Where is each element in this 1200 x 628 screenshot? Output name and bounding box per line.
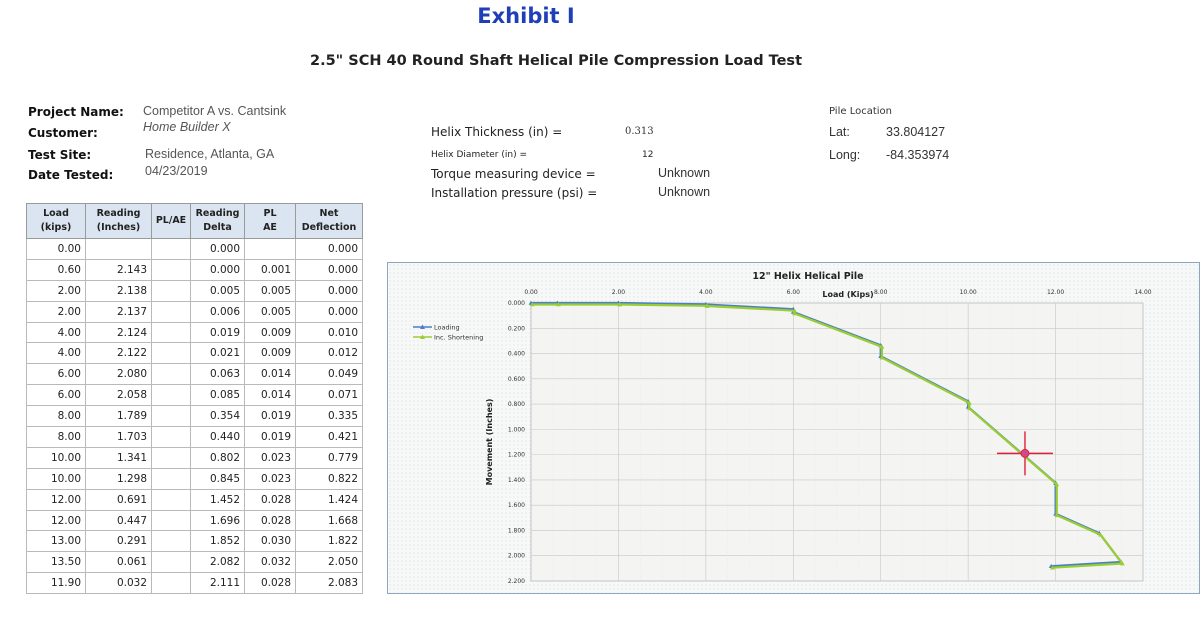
table-cell: 1.852 <box>191 531 245 552</box>
legend-label-loading: Loading <box>434 323 460 332</box>
y-tick-label: 0.600 <box>507 375 525 383</box>
table-cell <box>152 364 191 385</box>
table-cell: 0.032 <box>86 573 152 594</box>
table-cell: 2.058 <box>86 385 152 406</box>
table-cell: 0.010 <box>296 322 363 343</box>
test-site-label: Test Site: <box>28 148 92 162</box>
col-header-pl-ae: PL AE <box>245 204 296 239</box>
table-cell: 4.00 <box>27 343 86 364</box>
installation-pressure-value: Unknown <box>658 185 711 199</box>
table-cell: 0.845 <box>191 468 245 489</box>
table-row <box>27 510 363 531</box>
table-cell <box>152 406 191 427</box>
longitude-value: -84.353974 <box>886 148 950 162</box>
table-cell: 1.341 <box>86 447 152 468</box>
x-axis-label: Load (Kips) <box>822 290 874 299</box>
table-cell: 1.822 <box>296 531 363 552</box>
table-cell: 0.049 <box>296 364 363 385</box>
project-name-label: Project Name: <box>28 105 124 119</box>
table-row <box>27 259 363 280</box>
table-cell: 0.032 <box>245 552 296 573</box>
table-cell: 0.005 <box>245 301 296 322</box>
table-row <box>27 573 363 594</box>
helix-thickness-label: Helix Thickness (in) = <box>431 125 563 139</box>
y-axis-label: Movement (Inches) <box>485 398 494 486</box>
y-tick-label: 1.800 <box>507 527 525 535</box>
table-cell: 0.335 <box>296 406 363 427</box>
x-tick-label: 14.00 <box>1134 289 1152 296</box>
table-cell: 12.00 <box>27 489 86 510</box>
table-row <box>27 301 363 322</box>
table-cell: 0.005 <box>245 280 296 301</box>
table-cell <box>152 447 191 468</box>
table-cell: 0.000 <box>296 259 363 280</box>
helix-thickness-value: 0.313 <box>625 126 654 137</box>
table-cell <box>86 239 152 260</box>
table-cell <box>152 510 191 531</box>
table-cell: 0.779 <box>296 447 363 468</box>
table-cell: 0.023 <box>245 468 296 489</box>
table-cell: 1.668 <box>296 510 363 531</box>
chart-title: 12" Helix Helical Pile <box>752 271 864 282</box>
table-cell: 2.00 <box>27 301 86 322</box>
table-cell: 12.00 <box>27 510 86 531</box>
table-cell: 1.696 <box>191 510 245 531</box>
table-cell: 0.009 <box>245 343 296 364</box>
col-header-load: Load (kips) <box>27 204 86 239</box>
col-header-plae: PL/AE <box>152 204 191 239</box>
table-cell: 0.291 <box>86 531 152 552</box>
table-cell: 0.00 <box>27 239 86 260</box>
helix-diameter-label: Helix Diameter (in) = <box>431 150 527 160</box>
table-cell: 0.000 <box>296 239 363 260</box>
y-tick-label: 1.600 <box>507 502 525 510</box>
table-cell: 0.001 <box>245 259 296 280</box>
table-row <box>27 364 363 385</box>
table-cell: 0.421 <box>296 427 363 448</box>
table-cell <box>152 573 191 594</box>
table-cell: 0.447 <box>86 510 152 531</box>
table-cell: 1.424 <box>296 489 363 510</box>
table-cell: 1.789 <box>86 406 152 427</box>
col-header-reading-delta: Reading Delta <box>191 204 245 239</box>
table-cell: 0.000 <box>296 301 363 322</box>
load-test-table <box>26 203 363 594</box>
table-cell: 1.452 <box>191 489 245 510</box>
test-site-value: Residence, Atlanta, GA <box>145 147 275 161</box>
table-cell <box>152 489 191 510</box>
table-cell <box>245 239 296 260</box>
table-cell: 6.00 <box>27 364 86 385</box>
x-tick-label: 10.00 <box>959 289 977 296</box>
torque-device-value: Unknown <box>658 166 711 180</box>
table-cell: 2.143 <box>86 259 152 280</box>
latitude-label: Lat: <box>829 125 850 139</box>
table-cell: 2.111 <box>191 573 245 594</box>
col-header-net-deflection: Net Deflection <box>296 204 363 239</box>
table-cell: 0.009 <box>245 322 296 343</box>
table-cell: 0.028 <box>245 573 296 594</box>
table-row <box>27 280 363 301</box>
x-tick-label: 8.00 <box>874 289 888 296</box>
table-cell <box>152 385 191 406</box>
table-cell: 0.085 <box>191 385 245 406</box>
y-tick-label: 0.400 <box>507 350 525 358</box>
table-cell: 0.023 <box>245 447 296 468</box>
table-row <box>27 427 363 448</box>
y-tick-label: 0.000 <box>507 300 525 307</box>
table-cell <box>152 552 191 573</box>
torque-device-label: Torque measuring device = <box>431 167 596 181</box>
table-cell: 0.440 <box>191 427 245 448</box>
customer-value: Home Builder X <box>143 120 231 134</box>
table-cell: 10.00 <box>27 468 86 489</box>
table-row <box>27 343 363 364</box>
table-cell: 0.691 <box>86 489 152 510</box>
load-movement-chart <box>387 262 1200 594</box>
table-cell <box>152 239 191 260</box>
table-cell: 2.083 <box>296 573 363 594</box>
table-cell: 2.080 <box>86 364 152 385</box>
table-row <box>27 531 363 552</box>
table-cell: 0.071 <box>296 385 363 406</box>
y-tick-label: 2.000 <box>507 552 525 560</box>
table-cell: 2.122 <box>86 343 152 364</box>
table-cell <box>152 322 191 343</box>
table-row <box>27 406 363 427</box>
y-tick-label: 1.000 <box>507 426 525 434</box>
table-cell: 0.802 <box>191 447 245 468</box>
table-cell: 10.00 <box>27 447 86 468</box>
date-tested-value: 04/23/2019 <box>145 164 208 178</box>
table-cell: 2.00 <box>27 280 86 301</box>
x-tick-label: 4.00 <box>699 289 713 296</box>
table-cell: 2.082 <box>191 552 245 573</box>
table-cell <box>152 468 191 489</box>
table-cell <box>152 343 191 364</box>
table-cell: 2.050 <box>296 552 363 573</box>
table-cell: 2.138 <box>86 280 152 301</box>
table-cell: 0.028 <box>245 510 296 531</box>
col-header-reading: Reading (Inches) <box>86 204 152 239</box>
table-cell: 0.014 <box>245 364 296 385</box>
crosshair-center <box>1021 449 1029 457</box>
table-cell <box>152 301 191 322</box>
table-cell: 8.00 <box>27 427 86 448</box>
page-title: 2.5" SCH 40 Round Shaft Helical Pile Compression Load Test <box>310 53 802 69</box>
chart-svg <box>388 263 1199 593</box>
table-cell: 0.60 <box>27 259 86 280</box>
helix-diameter-value: 12 <box>642 150 654 160</box>
table-cell <box>152 259 191 280</box>
table-cell: 0.028 <box>245 489 296 510</box>
table-cell: 0.000 <box>191 239 245 260</box>
project-name-value: Competitor A vs. Cantsink <box>143 104 287 118</box>
customer-label: Customer: <box>28 126 98 140</box>
table-cell: 0.061 <box>86 552 152 573</box>
table-cell: 0.012 <box>296 343 363 364</box>
table-cell: 0.019 <box>191 322 245 343</box>
table-cell: 0.019 <box>245 427 296 448</box>
table-cell: 0.030 <box>245 531 296 552</box>
table-cell: 0.005 <box>191 280 245 301</box>
table-cell: 8.00 <box>27 406 86 427</box>
table-cell: 1.298 <box>86 468 152 489</box>
installation-pressure-label: Installation pressure (psi) = <box>431 186 598 200</box>
table-row <box>27 489 363 510</box>
pile-location-heading: Pile Location <box>829 106 892 117</box>
table-cell: 0.000 <box>191 259 245 280</box>
table-cell: 6.00 <box>27 385 86 406</box>
table-cell: 0.021 <box>191 343 245 364</box>
table-cell: 13.00 <box>27 531 86 552</box>
table-cell: 0.014 <box>245 385 296 406</box>
x-tick-label: 6.00 <box>786 289 800 296</box>
table-cell <box>152 280 191 301</box>
y-tick-label: 1.200 <box>507 451 525 459</box>
table-cell: 0.019 <box>245 406 296 427</box>
table-cell: 0.354 <box>191 406 245 427</box>
x-tick-label: 0.00 <box>524 289 538 296</box>
table-cell: 0.000 <box>296 280 363 301</box>
date-tested-label: Date Tested: <box>28 168 114 182</box>
table-cell: 0.006 <box>191 301 245 322</box>
latitude-value: 33.804127 <box>886 125 946 139</box>
table-cell <box>152 427 191 448</box>
table-header-row <box>27 204 363 239</box>
table-cell: 13.50 <box>27 552 86 573</box>
table-cell <box>152 531 191 552</box>
table-row <box>27 322 363 343</box>
table-cell: 4.00 <box>27 322 86 343</box>
table-cell: 0.063 <box>191 364 245 385</box>
table-cell: 2.137 <box>86 301 152 322</box>
exhibit-heading: Exhibit I <box>477 4 575 28</box>
table-cell: 1.703 <box>86 427 152 448</box>
x-tick-label: 12.00 <box>1046 289 1065 296</box>
y-tick-label: 0.800 <box>507 401 525 409</box>
x-tick-label: 2.00 <box>611 289 626 296</box>
table-row <box>27 447 363 468</box>
table-row <box>27 239 363 260</box>
table-row <box>27 552 363 573</box>
legend-label-inc-shortening: Inc. Shortening <box>434 333 484 342</box>
table-row <box>27 385 363 406</box>
y-tick-label: 0.200 <box>507 325 525 333</box>
table-row <box>27 468 363 489</box>
table-cell: 11.90 <box>27 573 86 594</box>
longitude-label: Long: <box>829 148 861 162</box>
y-tick-label: 1.400 <box>507 476 525 484</box>
y-tick-label: 2.200 <box>507 578 525 585</box>
table-cell: 0.822 <box>296 468 363 489</box>
table-cell: 2.124 <box>86 322 152 343</box>
